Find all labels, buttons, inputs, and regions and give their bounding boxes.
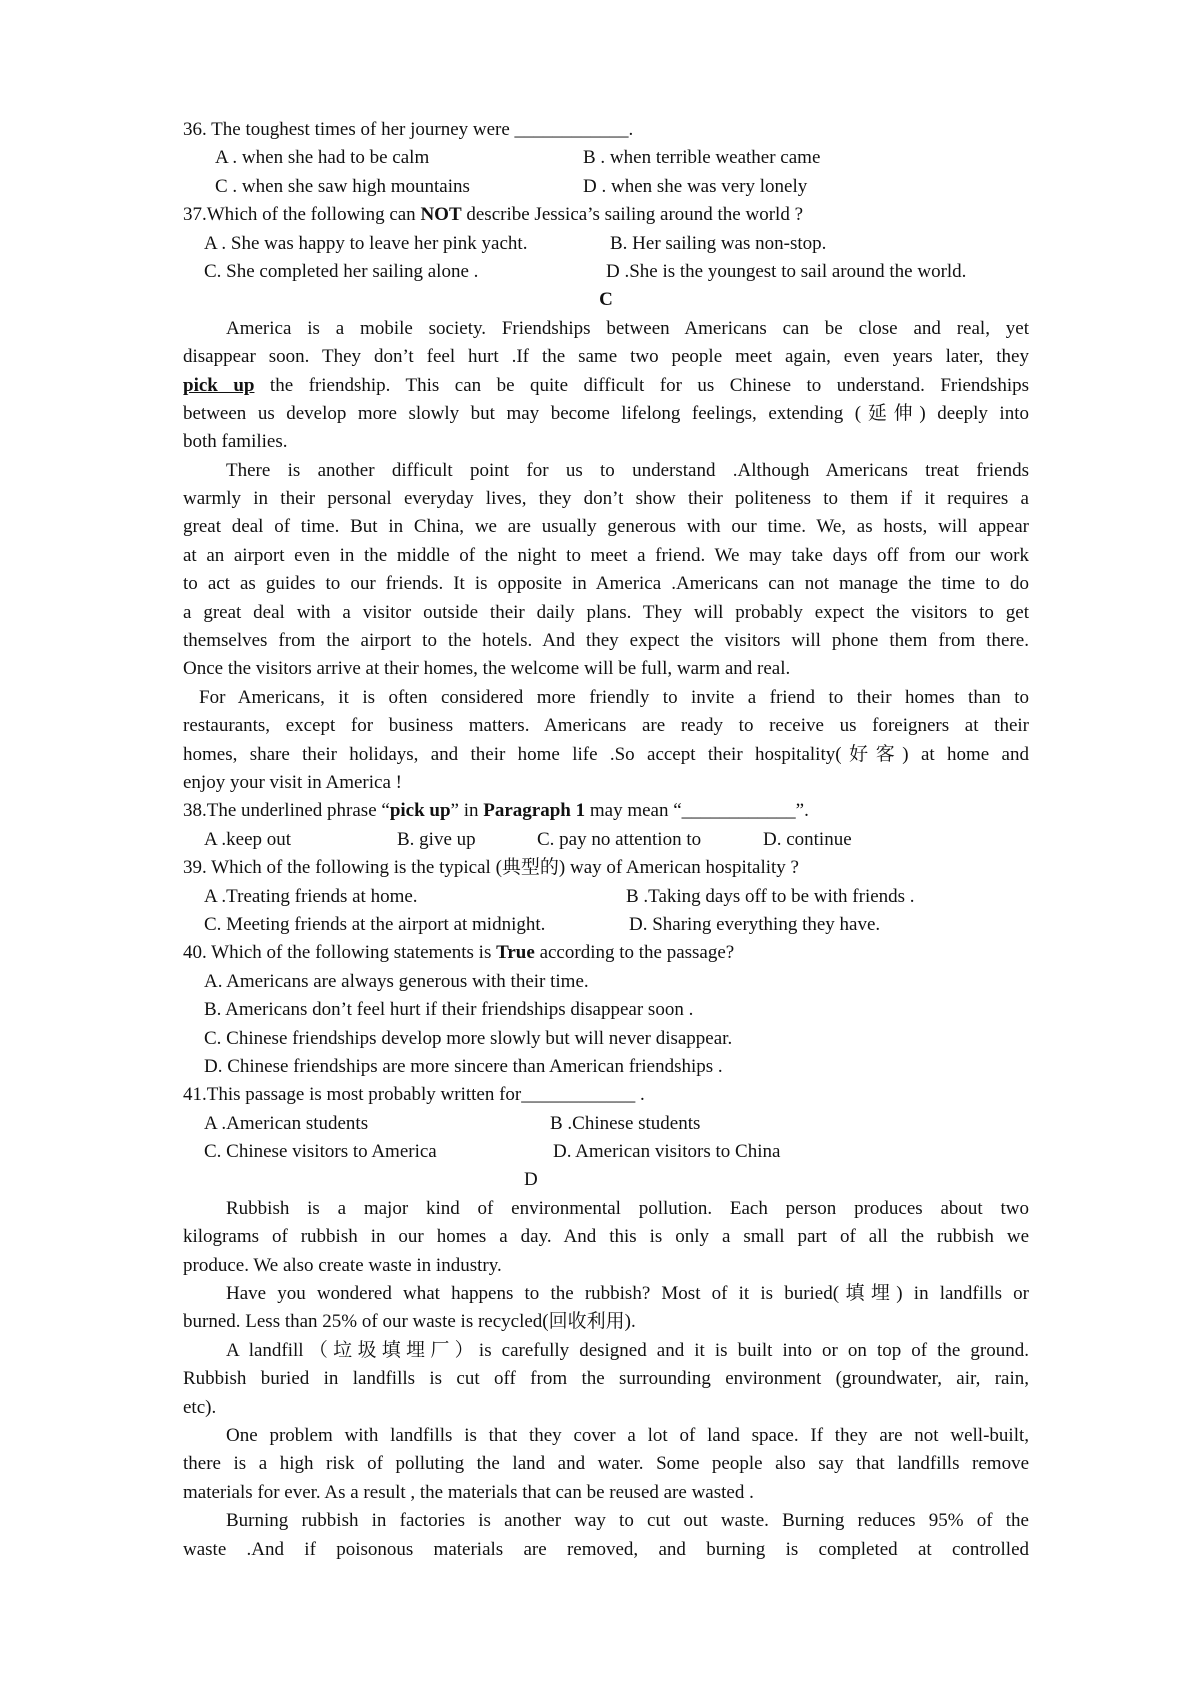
q37-option-b: B. Her sailing was non-stop.	[610, 232, 827, 254]
question-39-stem: 39. Which of the following is the typical (典型的) way of American hospitality ?	[183, 857, 799, 879]
q41-option-a: A .American students	[204, 1112, 369, 1134]
section-c-paragraph-3-line: enjoy your visit in America !	[183, 771, 402, 793]
paragraph-text: the friendship. This can be quite difficult for us Chinese to understand. Friendships	[254, 374, 1029, 396]
q40-option-b: B. Americans don’t feel hurt if their friendships disappear soon .	[204, 999, 694, 1021]
section-c-paragraph-2-line: to act as guides to our friends. It is opposite in America .Americans can not manage the time to do	[183, 573, 1029, 595]
section-c-paragraph-1-line: America is a mobile society. Friendships between Americans can be close and real, yet	[226, 317, 1029, 339]
question-38-options-row	[183, 826, 1029, 854]
q37-stem-part: describe Jessica’s sailing around the world ?	[461, 204, 804, 226]
q39-option-a: A .Treating friends at home.	[204, 885, 418, 907]
q40-option-a: A. Americans are always generous with their time.	[204, 970, 589, 992]
q38-stem-part: may mean “____________”.	[585, 800, 809, 822]
q39-option-b: B .Taking days off to be with friends .	[626, 885, 915, 907]
question-41-options-row-2	[183, 1138, 1029, 1166]
section-c-paragraph-3-line: restaurants, except for business matters. Americans are ready to receive us foreigners at their	[183, 715, 1029, 737]
q36-option-b: B . when terrible weather came	[583, 147, 821, 169]
question-37-options-row-2	[183, 258, 1029, 286]
section-d-paragraph-3-line: etc).	[183, 1396, 217, 1418]
q36-option-d: D . when she was very lonely	[583, 175, 808, 197]
question-36-stem: 36. The toughest times of her journey were ____________.	[183, 119, 634, 140]
section-c-paragraph-1-line: disappear soon. They don’t feel hurt .If the same two people meet again, even years later, they	[183, 346, 1029, 368]
section-c-paragraph-2-line: at an airport even in the middle of the night to meet a friend. We may take days off from our work	[183, 544, 1029, 566]
section-c-paragraph-2-line: great deal of time. But in China, we are usually generous with our time. We, as hosts, will appear	[183, 516, 1029, 538]
q41-option-c: C. Chinese visitors to America	[204, 1141, 437, 1163]
section-d-paragraph-2-line: Have you wondered what happens to the rubbish? Most of it is buried(填埋) in landfills or	[226, 1283, 1029, 1305]
q37-option-d: D .She is the youngest to sail around the world.	[606, 260, 967, 282]
question-38-stem	[183, 797, 1029, 825]
underlined-phrase: pick up	[183, 374, 255, 396]
section-d-paragraph-1-line: produce. We also create waste in industry.	[183, 1254, 502, 1276]
section-c-paragraph-2-line: Once the visitors arrive at their homes, the welcome will be full, warm and real.	[183, 658, 791, 680]
section-d-paragraph-4-line: materials for ever. As a result , the materials that can be reused are wasted .	[183, 1481, 754, 1503]
q37-stem-bold: NOT	[420, 204, 462, 226]
section-d-paragraph-3-line: Rubbish buried in landfills is cut off from the surrounding environment (groundwater, air, rain,	[183, 1368, 1029, 1390]
question-36-options-row-1	[183, 144, 1029, 172]
section-c-paragraph-2-line: warmly in their personal everyday lives, they don’t show their politeness to them if it requires a	[183, 488, 1029, 510]
question-41-stem: 41.This passage is most probably written for____________ .	[183, 1084, 645, 1106]
section-c-paragraph-2-line: themselves from the airport to the hotels. And they expect the visitors will phone them from there.	[183, 630, 1029, 652]
section-c-heading: C	[599, 289, 613, 311]
section-d-paragraph-5-line: Burning rubbish in factories is another way to cut out waste. Burning reduces 95% of the	[226, 1510, 1029, 1532]
q40-stem-part: according to the passage?	[534, 942, 735, 964]
section-c-paragraph-2-line: There is another difficult point for us to understand .Although Americans treat friends	[226, 459, 1029, 481]
q36-option-c: C . when she saw high mountains	[215, 175, 470, 197]
q38-option-c: C. pay no attention to	[537, 828, 702, 850]
section-d-paragraph-3-line: A landfill（垃圾填埋厂）is carefully designed and it is built into or on top of the ground.	[226, 1339, 1029, 1361]
section-d-paragraph-4-line: there is a high risk of polluting the land and water. Some people also say that landfills remove	[183, 1453, 1029, 1475]
q37-option-c: C. She completed her sailing alone .	[204, 260, 479, 282]
question-36-options-row-2	[183, 173, 1029, 201]
q38-option-b: B. give up	[397, 828, 476, 850]
section-c-paragraph-1-line: between us develop more slowly but may become lifelong feelings, extending (延伸) deeply into	[183, 402, 1029, 424]
section-c-paragraph-3-line: homes, share their holidays, and their home life .So accept their hospitality(好客) at home and	[183, 743, 1029, 765]
section-c-paragraph-2-line: a great deal with a visitor outside their daily plans. They will probably expect the visitors to get	[183, 601, 1029, 623]
q41-option-d: D. American visitors to China	[553, 1141, 781, 1163]
section-c-paragraph-3-line: For Americans, it is often considered more friendly to invite a friend to their homes than to	[199, 686, 1029, 708]
q40-option-d: D. Chinese friendships are more sincere than American friendships .	[204, 1055, 723, 1077]
text-column	[183, 116, 1029, 1564]
q39-option-c: C. Meeting friends at the airport at midnight.	[204, 913, 546, 935]
section-d-heading: D	[524, 1169, 538, 1191]
q38-option-d: D. continue	[763, 828, 852, 850]
section-d-paragraph-1-line: Rubbish is a major kind of environmental pollution. Each person produces about two	[226, 1197, 1029, 1219]
q38-stem-part: 38.The underlined phrase “	[183, 800, 390, 822]
question-41-options-row-1	[183, 1110, 1029, 1138]
section-d-paragraph-2-line: burned. Less than 25% of our waste is recycled(回收利用).	[183, 1311, 636, 1333]
q38-stem-bold: Paragraph 1	[483, 800, 586, 822]
section-c-paragraph-1-line	[183, 372, 1029, 400]
q38-stem-part: ” in	[450, 800, 484, 822]
question-39-options-row-1	[183, 883, 1029, 911]
question-39-options-row-2	[183, 911, 1029, 939]
section-d-paragraph-4-line: One problem with landfills is that they cover a lot of land space. If they are not well-built,	[226, 1424, 1029, 1446]
q37-option-a: A . She was happy to leave her pink yacht.	[204, 232, 528, 254]
q38-stem-bold: pick up	[389, 800, 451, 822]
q36-option-a: A . when she had to be calm	[215, 147, 430, 169]
q37-stem-part: 37.Which of the following can	[183, 204, 421, 226]
q40-option-c: C. Chinese friendships develop more slowly but will never disappear.	[204, 1027, 733, 1049]
q40-stem-bold: True	[496, 942, 535, 964]
section-d-paragraph-5-line: waste .And if poisonous materials are removed, and burning is completed at controlled	[183, 1538, 1029, 1560]
section-d-paragraph-1-line: kilograms of rubbish in our homes a day. And this is only a small part of all the rubbish we	[183, 1226, 1029, 1248]
q38-option-a: A .keep out	[204, 828, 292, 850]
q39-option-d: D. Sharing everything they have.	[629, 913, 881, 935]
q41-option-b: B .Chinese students	[550, 1112, 701, 1134]
section-c-paragraph-1-line: both families.	[183, 431, 288, 453]
question-37-stem	[183, 201, 1029, 229]
question-40-stem	[183, 939, 1029, 967]
q40-stem-part: 40. Which of the following statements is	[183, 942, 497, 964]
question-37-options-row-1	[183, 230, 1029, 258]
